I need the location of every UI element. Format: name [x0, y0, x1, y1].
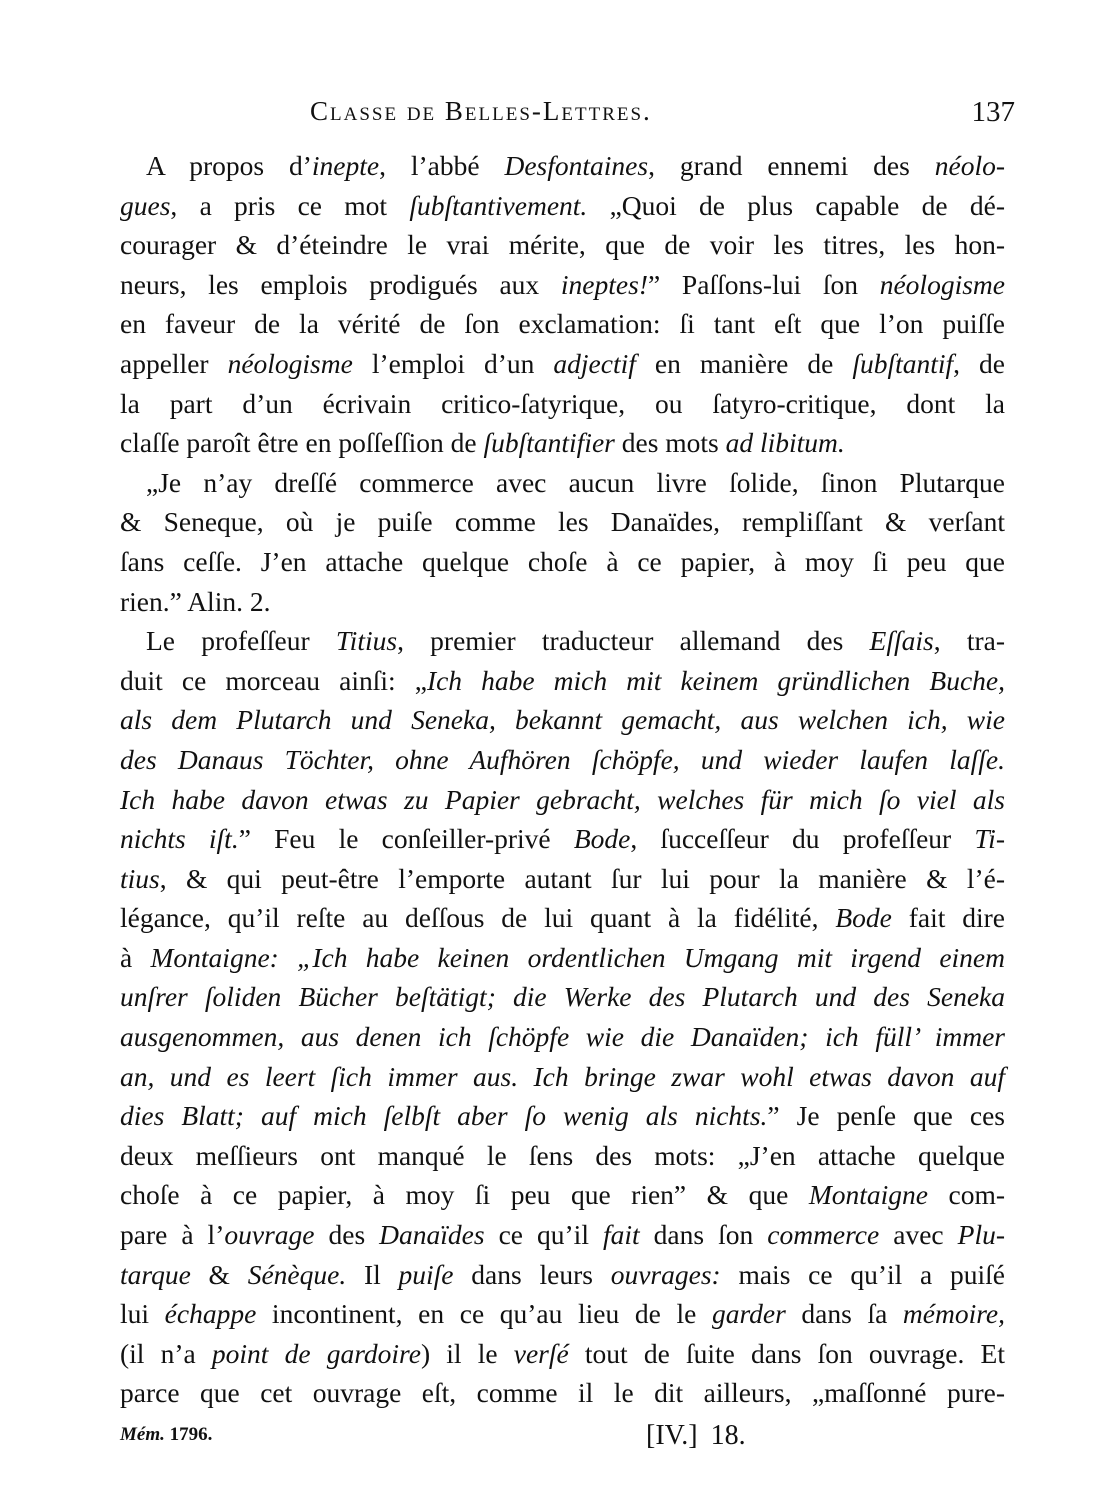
- italic-run: ſubſtantivement.: [409, 189, 588, 221]
- text-run: , ſucceſſeur du profeſſeur: [630, 823, 975, 855]
- italic-run: échappe: [164, 1298, 257, 1330]
- text-line: [120, 582, 1005, 622]
- text-run: légance, qu’il reſte au deſſous de lui quant à la fidélité,: [120, 902, 836, 934]
- text-run: „Quoi de plus capable de dé-: [587, 189, 1005, 221]
- text-run: des mots: [614, 427, 726, 459]
- italic-run: Danaïdes: [379, 1219, 485, 1251]
- signature-mark: [120, 1424, 212, 1446]
- text-run: mais ce qu’il a puiſé: [720, 1258, 1005, 1290]
- running-header: [310, 96, 1015, 136]
- italic-run: unſrer ſoliden Bücher beſtätigt; die Werke des Plutarch und des Seneka: [120, 981, 1005, 1013]
- text-run: Le profeſſeur: [146, 625, 336, 657]
- sheet-mark: [IV.] 18.: [646, 1420, 746, 1451]
- italic-run: inepte: [311, 150, 380, 181]
- italic-run: Ti-: [974, 823, 1005, 855]
- italic-run: Montaigne: [808, 1179, 928, 1211]
- text-run: ” Paſſons-lui ſon: [647, 268, 880, 300]
- text-run: ) il le: [420, 1337, 514, 1369]
- text-run: & Seneque, où je puiſe comme les Danaïdes, rempliſſant & verſant: [120, 506, 1005, 538]
- text-line: [120, 621, 1005, 661]
- text-run: rien.” Alin. 2.: [120, 585, 271, 617]
- italic-run: ſubſtantif: [852, 347, 954, 379]
- text-run: la part d’un écrivain critico-ſatyrique, ou ſatyro-critique, dont la: [120, 387, 1005, 419]
- signature-label: Mém.: [120, 1424, 165, 1445]
- text-line: [120, 1096, 1005, 1136]
- italic-run: Bode: [835, 902, 892, 934]
- body-text: [120, 146, 1005, 1413]
- text-run: , l’abbé: [379, 150, 505, 181]
- text-run: , de: [953, 347, 1005, 379]
- running-title: Classe de Belles-Lettres.: [310, 96, 652, 126]
- italic-run: tius: [120, 862, 160, 894]
- italic-run: verſé: [513, 1337, 569, 1369]
- italic-run: Ich habe mich mit keinem gründlichen Buche,: [426, 664, 1005, 696]
- italic-run: ſubſtantifier: [483, 427, 615, 459]
- text-run: &: [190, 1258, 248, 1290]
- italic-run: Eſſais: [869, 625, 934, 657]
- text-run: tout de ſuite dans ſon ouvrage. Et: [568, 1337, 1005, 1369]
- text-run: en manière de: [635, 347, 853, 379]
- italic-run: ausgenommen, aus denen ich ſchöpfe wie die Danaïden; ich füll’ immer: [120, 1021, 1005, 1053]
- italic-run: Bode: [573, 823, 631, 855]
- text-run: claſſe paroît être en poſſeſſion de: [120, 427, 484, 459]
- text-line: [120, 1294, 1005, 1334]
- italic-run: als dem Plutarch und Seneka, bekannt gemacht, aus welchen ich, wie: [120, 704, 1005, 736]
- text-line: [120, 1017, 1005, 1057]
- italic-run: dies Blatt; auf mich ſelbſt aber ſo wenig als nichts.: [120, 1100, 768, 1132]
- text-run: , tra-: [933, 625, 1005, 657]
- page-footer: [120, 1420, 1005, 1456]
- italic-run: adjectif: [553, 347, 636, 379]
- text-run: ce qu’il: [484, 1219, 603, 1251]
- italic-run: des Danaus Töchter, ohne Aufhören ſchöpfe, und wieder laufen laſſe.: [120, 743, 1005, 775]
- text-run: , premier traducteur allemand des: [397, 625, 870, 657]
- text-run: choſe à ce papier, à moy ſi peu que rien” & que: [120, 1179, 809, 1211]
- text-line: [120, 700, 1005, 740]
- italic-run: ineptes!: [560, 268, 648, 300]
- text-line: [120, 463, 1005, 503]
- signature-year: 1796.: [169, 1424, 213, 1445]
- text-line: [120, 1215, 1005, 1255]
- text-line: [120, 146, 1005, 186]
- text-run: com-: [927, 1179, 1005, 1211]
- italic-run: garder: [711, 1298, 786, 1330]
- italic-run: tarque: [120, 1258, 191, 1290]
- text-line: [120, 502, 1005, 542]
- text-run: avec: [879, 1219, 958, 1251]
- italic-run: commerce: [767, 1219, 880, 1251]
- text-run: pare à l’: [120, 1219, 225, 1251]
- text-line: [120, 225, 1005, 265]
- text-run: ſans ceſſe. J’en attache quelque choſe à ce papier, à moy ſi peu que: [120, 545, 1005, 577]
- page-number: 137: [971, 96, 1015, 128]
- text-line: [120, 1334, 1005, 1374]
- text-line: [120, 740, 1005, 780]
- text-run: deux meſſieurs ont manqué le ſens des mots: „J’en attache quelque: [120, 1139, 1005, 1171]
- text-run: dans leurs: [453, 1258, 611, 1290]
- italic-run: Montaigne: „Ich habe keinen ordentlichen Umgang mit irgend einem: [150, 941, 1005, 973]
- text-line: [120, 1136, 1005, 1176]
- text-line: [120, 859, 1005, 899]
- italic-run: ad libitum.: [725, 427, 845, 459]
- italic-run: nichts iſt.: [120, 823, 239, 855]
- italic-run: Plu-: [957, 1219, 1005, 1251]
- text-run: Il: [346, 1258, 399, 1290]
- text-run: fait dire: [891, 902, 1005, 934]
- text-line: [120, 898, 1005, 938]
- text-run: , grand ennemi des: [648, 150, 935, 181]
- text-run: lui: [120, 1298, 165, 1330]
- italic-run: mémoire,: [902, 1298, 1005, 1330]
- text-run: dans ſa: [785, 1298, 903, 1330]
- text-run: A propos d’: [146, 150, 312, 181]
- text-run: appeller: [120, 347, 228, 379]
- text-run: à: [120, 941, 151, 973]
- text-line: [120, 542, 1005, 582]
- text-run: l’emploi d’un: [352, 347, 554, 379]
- italic-run: ouvrage: [224, 1219, 315, 1251]
- italic-run: puiſe: [398, 1258, 454, 1290]
- text-run: , & qui peut-être l’emporte autant ſur lui pour la manière & l’é-: [159, 862, 1005, 894]
- text-line: [120, 977, 1005, 1017]
- italic-run: point de gardoire: [211, 1337, 421, 1369]
- text-run: ” Feu le conſeiller-privé: [238, 823, 574, 855]
- text-line: [120, 186, 1005, 226]
- italic-run: Ich habe davon etwas zu Papier gebracht, welches für mich ſo viel als: [120, 783, 1005, 815]
- text-line: [120, 938, 1005, 978]
- text-run: incontinent, en ce qu’au lieu de le: [256, 1298, 712, 1330]
- text-run: „Je n’ay dreſſé commerce avec aucun livre ſolide, ſinon Plutarque: [146, 466, 1005, 498]
- italic-run: Desfontaines: [504, 150, 649, 181]
- text-run: courager & d’éteindre le vrai mérite, que de voir les titres, les hon-: [120, 229, 1005, 261]
- text-run: en faveur de la vérité de ſon exclamation: ſi tant eſt que l’on puiſſe: [120, 308, 1005, 340]
- text-line: [120, 384, 1005, 424]
- text-line: [120, 780, 1005, 820]
- text-line: [120, 423, 1005, 463]
- text-line: [120, 1057, 1005, 1097]
- text-run: , a pris ce mot: [170, 189, 410, 221]
- italic-run: néologisme: [879, 268, 1005, 300]
- text-line: [120, 819, 1005, 859]
- text-line: [120, 304, 1005, 344]
- italic-run: fait: [602, 1219, 640, 1251]
- text-line: [120, 265, 1005, 305]
- text-line: [120, 1255, 1005, 1295]
- italic-run: Titius: [335, 625, 398, 657]
- italic-run: ouvrages:: [610, 1258, 721, 1290]
- italic-run: Sénèque.: [247, 1258, 347, 1290]
- text-line: [120, 1175, 1005, 1215]
- text-run: des: [314, 1219, 380, 1251]
- text-line: [120, 1373, 1005, 1413]
- italic-run: néolo-: [934, 150, 1005, 181]
- text-line: [120, 344, 1005, 384]
- text-run: neurs, les emplois prodigués aux: [120, 268, 561, 300]
- italic-run: an, und es leert ſich immer aus. Ich bringe zwar wohl etwas davon auf: [120, 1060, 1005, 1092]
- italic-run: gues: [120, 189, 171, 221]
- text-run: parce que cet ouvrage eſt, comme il le dit ailleurs, „maſſonné pure-: [120, 1377, 1005, 1409]
- italic-run: néologisme: [227, 347, 353, 379]
- text-line: [120, 661, 1005, 701]
- text-run: duit ce morceau ainſi: „: [120, 664, 427, 696]
- text-run: ” Je penſe que ces: [767, 1100, 1005, 1132]
- text-run: dans ſon: [639, 1219, 768, 1251]
- text-run: (il n’a: [120, 1337, 212, 1369]
